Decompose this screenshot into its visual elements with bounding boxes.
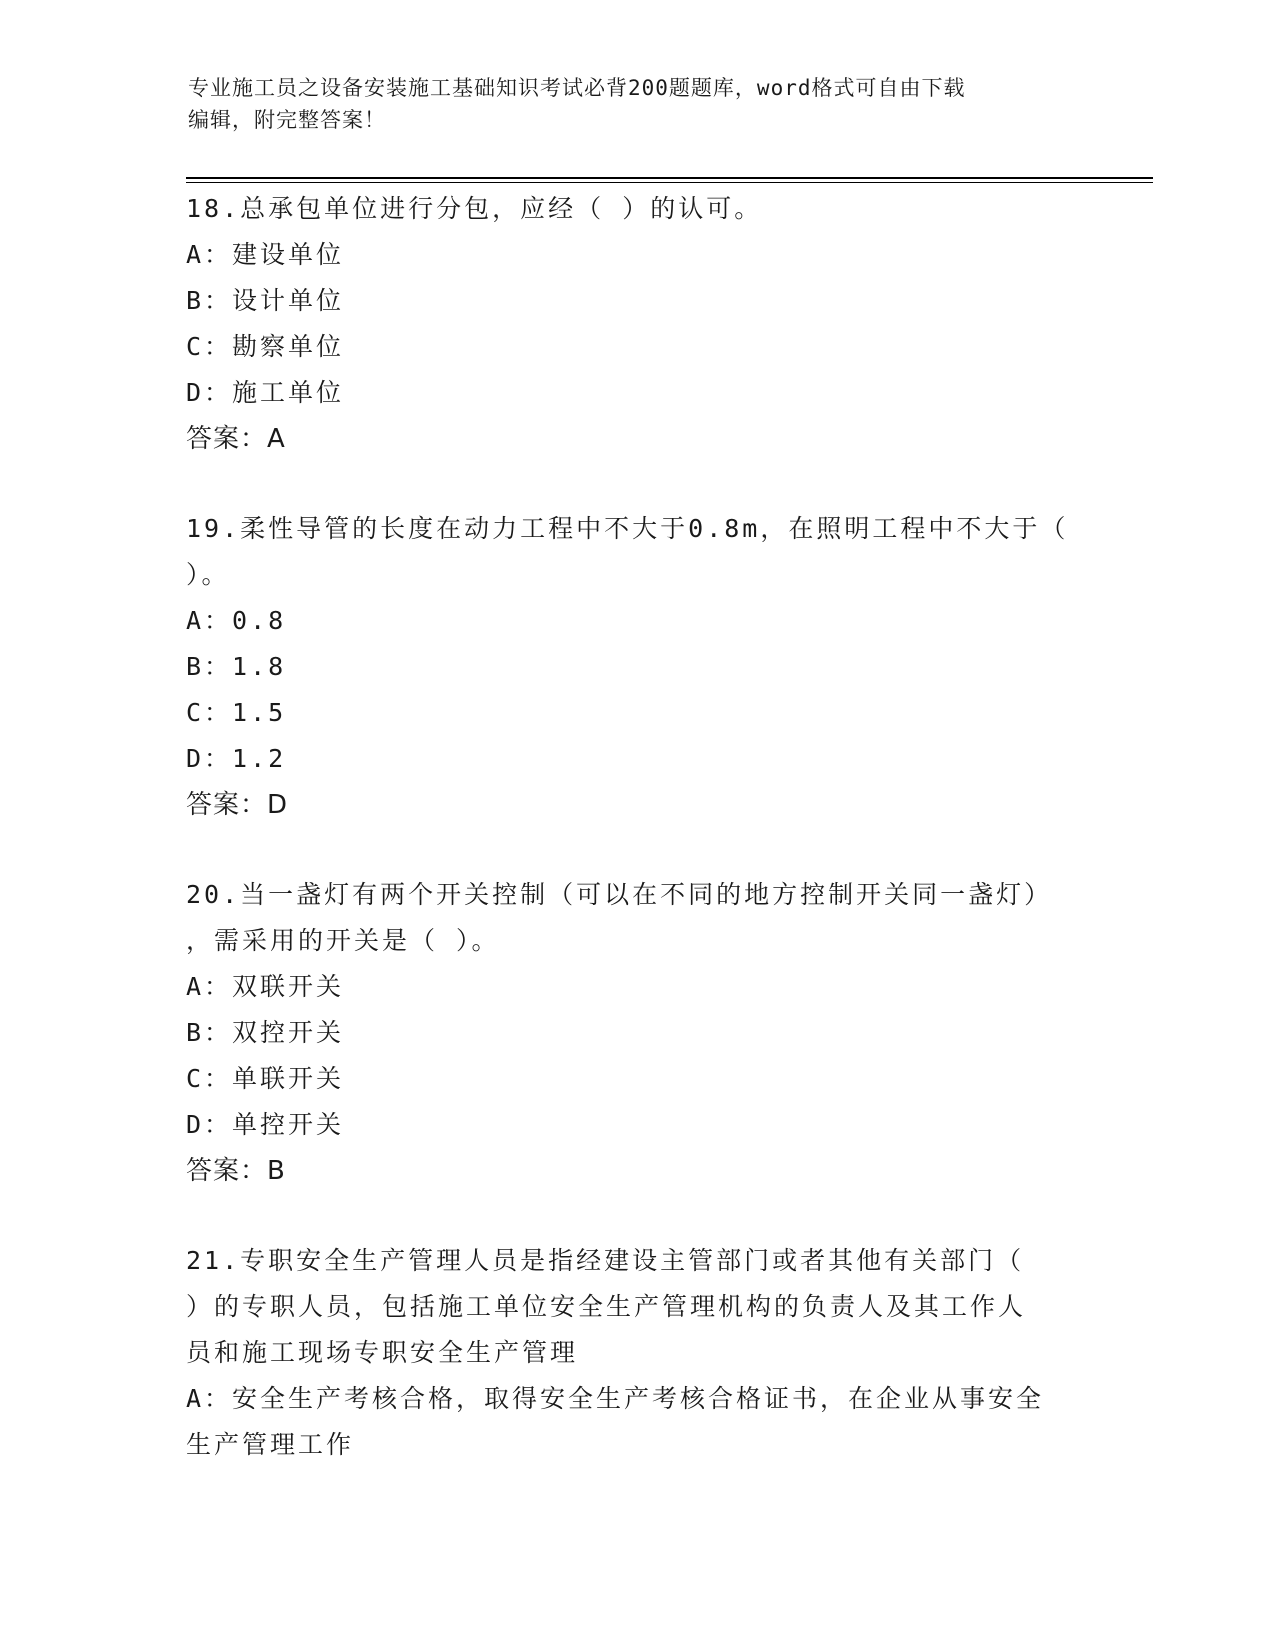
header-line-2: 编辑，附完整答案！	[188, 108, 386, 132]
option-b: B：双控开关	[186, 1018, 345, 1047]
question-18	[186, 186, 1086, 462]
question-stem-continued: 员和施工现场专职安全生产管理	[186, 1338, 579, 1367]
option-d: D：单控开关	[186, 1110, 345, 1139]
document-header-note	[188, 72, 1068, 136]
question-19	[186, 506, 1086, 828]
option-b: B：设计单位	[186, 286, 345, 315]
option-a: A：0.8	[186, 606, 287, 635]
question-stem: 20.当一盏灯有两个开关控制（可以在不同的地方控制开关同一盏灯）	[186, 880, 1053, 909]
option-a: A：双联开关	[186, 972, 345, 1001]
option-a: A：建设单位	[186, 240, 345, 269]
question-21	[186, 1238, 1086, 1468]
header-line-1: 专业施工员之设备安装施工基础知识考试必背200题题库，word格式可自由下载	[188, 76, 966, 100]
question-stem-continued: ）的专职人员，包括施工单位安全生产管理机构的负责人及其工作人	[186, 1292, 1027, 1321]
header-divider-thin	[186, 182, 1153, 183]
answer-label: 答案：A	[186, 424, 286, 454]
option-b: B：1.8	[186, 652, 287, 681]
option-a: A：安全生产考核合格，取得安全生产考核合格证书，在企业从事安全	[186, 1384, 1045, 1413]
header-divider-thick	[186, 177, 1153, 179]
question-stem: 19.柔性导管的长度在动力工程中不大于0.8m，在照明工程中不大于（	[186, 514, 1069, 543]
question-stem: 18.总承包单位进行分包，应经（ ）的认可。	[186, 194, 763, 223]
question-stem-continued: ，需采用的开关是（ ）。	[186, 926, 500, 955]
option-a-continued: 生产管理工作	[186, 1430, 355, 1459]
option-c: C：勘察单位	[186, 332, 345, 361]
option-d: D：1.2	[186, 744, 287, 773]
question-stem: 21.专职安全生产管理人员是指经建设主管部门或者其他有关部门（	[186, 1246, 1025, 1275]
question-20	[186, 872, 1086, 1194]
option-d: D：施工单位	[186, 378, 345, 407]
option-c: C：1.5	[186, 698, 287, 727]
question-stem-continued: ）。	[186, 560, 230, 589]
option-c: C：单联开关	[186, 1064, 345, 1093]
answer-label: 答案：D	[186, 790, 289, 820]
answer-label: 答案：B	[186, 1156, 286, 1186]
